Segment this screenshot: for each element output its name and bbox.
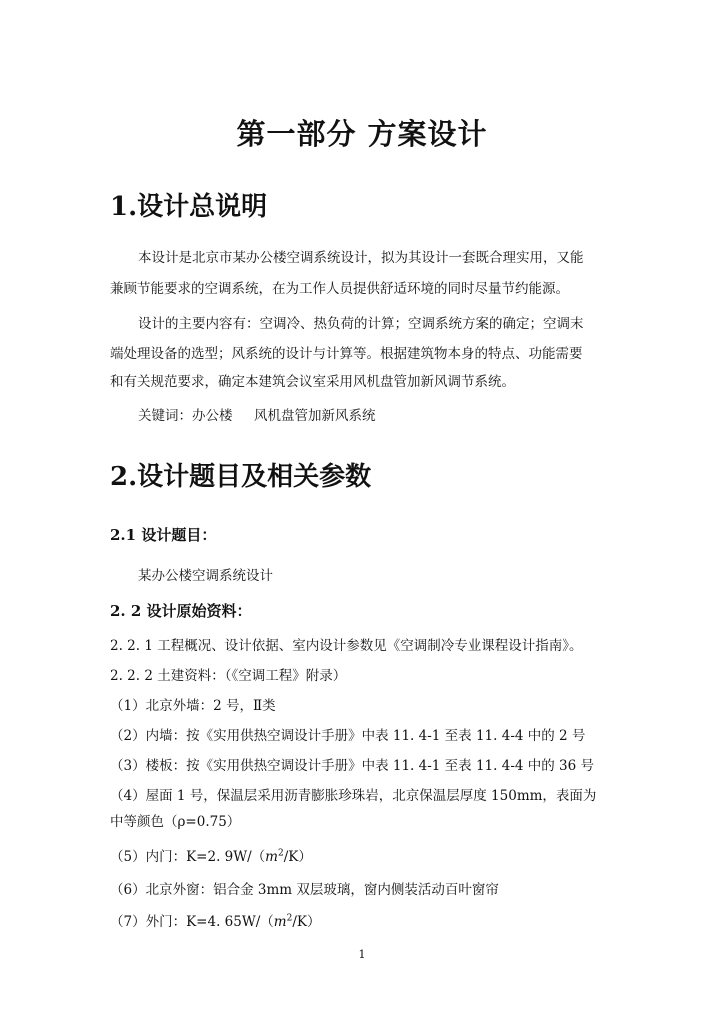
list-item: 中等颜色（ρ=0.75） <box>110 814 241 830</box>
paragraph-line: 兼顾节能要求的空调系统，在为工作人员提供舒适环境的同时尽量节约能源。 <box>110 281 569 297</box>
list-item: （1）北京外墙：2 号，Ⅱ类 <box>110 698 276 714</box>
unit-superscript: 2 <box>286 913 293 924</box>
unit-superscript: 2 <box>277 848 284 859</box>
item-text: /K） <box>283 849 312 865</box>
paragraph-line: 本设计是北京市某办公楼空调系统设计，拟为其设计一套既合理实用，又能 <box>138 250 584 266</box>
page-number: 1 <box>358 948 366 961</box>
list-item: （6）北京外窗：铝合金 3mm 双层玻璃，窗内侧装活动百叶窗帘 <box>110 882 499 898</box>
page-title: 第一部分 方案设计 <box>236 117 488 151</box>
list-item: 2. 2. 2 土建资料：（《空调工程》附录） <box>110 668 347 684</box>
subsection-heading: 2. 2 设计原始资料： <box>110 602 252 620</box>
item-text: /K） <box>292 914 321 930</box>
item-text: （7）外门：K=4. 65W/（ <box>110 914 274 930</box>
list-item: （4）屋面 1 号，保温层采用沥青膨胀珍珠岩，北京保温层厚度 150mm，表面为 <box>110 788 597 804</box>
list-item: 2. 2. 1 工程概况、设计依据、室内设计参数见《空调制冷专业课程设计指南》。 <box>110 638 583 654</box>
unit-symbol: m <box>265 849 278 865</box>
section-heading-design-summary: 1.设计总说明 <box>110 192 268 222</box>
unit-symbol: m <box>273 914 287 930</box>
list-item: （3）楼板：按《实用供热空调设计手册》中表 11. 4-1 至表 11. 4-4 中的 36 号 <box>110 758 595 774</box>
paragraph-line: 和有关规范要求，确定本建筑会议室采用风机盘管加新风调节系统。 <box>110 374 515 390</box>
subsection-text: 某办公楼空调系统设计 <box>138 568 273 584</box>
paragraph-line: 端处理设备的选型；风系统的设计与计算等。根据建筑物本身的特点、功能需要 <box>110 346 583 362</box>
list-item <box>110 845 312 865</box>
list-item: （2）内墙：按《实用供热空调设计手册》中表 11. 4-1 至表 11. 4-4 中的 2 号 <box>110 728 586 744</box>
section-heading-design-topic: 2.设计题目及相关参数 <box>110 462 372 492</box>
item-text: （5）内门：K=2. 9W/（ <box>110 849 266 865</box>
paragraph-line: 设计的主要内容有：空调冷、热负荷的计算；空调系统方案的确定；空调末 <box>138 316 584 332</box>
list-item <box>110 910 320 930</box>
subsection-heading: 2.1 设计题目： <box>110 526 217 544</box>
keywords: 关键词：办公楼 风机盘管加新风系统 <box>138 408 376 424</box>
